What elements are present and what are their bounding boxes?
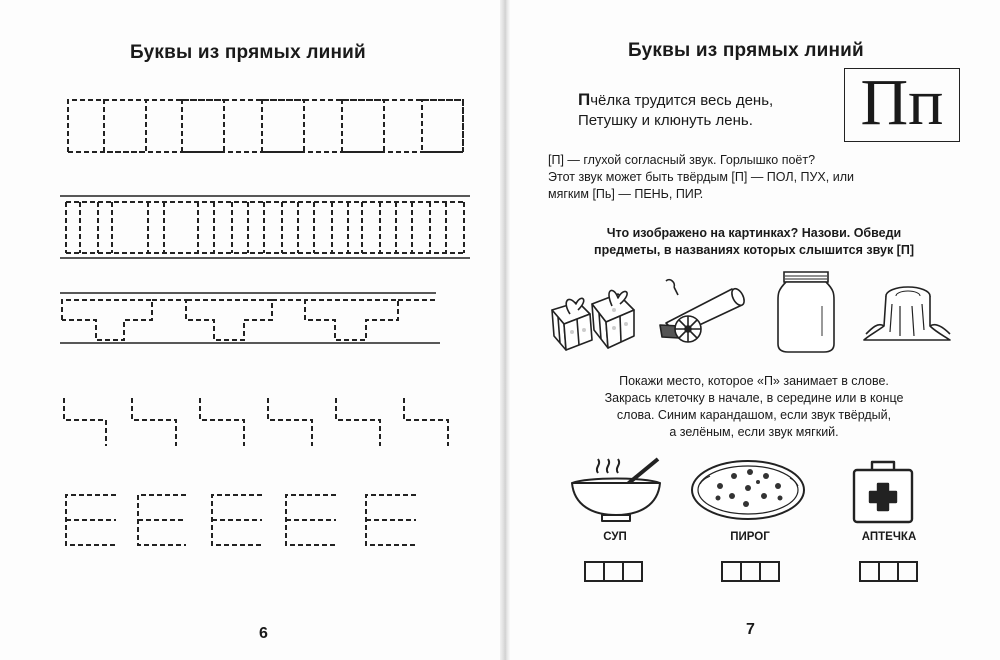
- task-1-line: предметы, в названиях которых слышится звук [П]: [594, 243, 914, 257]
- cell-middle[interactable]: [603, 561, 624, 582]
- letter-display-box: [844, 68, 960, 142]
- sound-position-cells-soup[interactable]: [584, 561, 643, 582]
- cannon-icon[interactable]: [656, 275, 748, 347]
- letter-display: Пп: [860, 66, 944, 139]
- right-page-number: 7: [746, 621, 755, 638]
- sound-info-line: Этот звук может быть твёрдым [П] — ПОЛ, ПУХ, или: [548, 170, 854, 184]
- tracing-row-verticals: [66, 202, 466, 253]
- cell-middle[interactable]: [878, 561, 899, 582]
- right-page-title: Буквы из прямых линий: [628, 40, 864, 61]
- cell-beginning[interactable]: [584, 561, 605, 582]
- sound-position-cells-pie[interactable]: [721, 561, 780, 582]
- task-1-line: Что изображено на картинках? Назови. Обведи: [606, 226, 902, 240]
- left-page-title: Буквы из прямых линий: [130, 42, 366, 63]
- left-page-number: 6: [259, 625, 268, 642]
- task-2-instructions: [548, 373, 960, 441]
- poem-initial-letter: П: [578, 90, 591, 109]
- tracing-row-t-shapes: [62, 300, 436, 340]
- sound-info: [548, 152, 854, 203]
- cell-end[interactable]: [759, 561, 780, 582]
- task-1-instructions: [548, 225, 960, 259]
- sound-info-line: мягким [Пь] — ПЕНЬ, ПИР.: [548, 187, 704, 201]
- tracing-row-rectangles: [68, 100, 463, 152]
- tracing-row-zigzags: [64, 398, 448, 446]
- stump-icon[interactable]: [862, 282, 954, 346]
- poem-line-2: Петушку и клюнуть лень.: [578, 112, 753, 129]
- first-aid-kit-icon: [852, 458, 914, 524]
- word-label-soup: СУП: [603, 531, 627, 543]
- sound-info-line: [П] — глухой согласный звук. Горлышко поёт?: [548, 153, 816, 167]
- poem-line-1: чёлка трудится весь день,: [590, 92, 774, 109]
- task-2-line: а зелёным, если звук мягкий.: [669, 425, 839, 439]
- poem: [578, 90, 773, 131]
- jar-icon[interactable]: [776, 270, 836, 354]
- cell-beginning[interactable]: [859, 561, 880, 582]
- gifts-icon[interactable]: [548, 280, 638, 352]
- task-2-line: Закрась клеточку в начале, в середине или в конце: [604, 391, 904, 405]
- cell-end[interactable]: [622, 561, 643, 582]
- sound-position-cells-first-aid-kit[interactable]: [859, 561, 918, 582]
- task-2-line: Покажи место, которое «П» занимает в слове.: [619, 374, 889, 388]
- task-2-line: слова. Синим карандашом, если звук твёрдый,: [616, 408, 892, 422]
- tracing-row-e-shapes: [66, 495, 416, 545]
- word-label-pie: ПИРОГ: [730, 531, 770, 543]
- word-label-first-aid-kit: АПТЕЧКА: [861, 531, 917, 543]
- cell-end[interactable]: [897, 561, 918, 582]
- cell-beginning[interactable]: [721, 561, 742, 582]
- cell-middle[interactable]: [740, 561, 761, 582]
- pie-icon: [690, 458, 806, 522]
- soup-bowl-icon: [568, 455, 664, 523]
